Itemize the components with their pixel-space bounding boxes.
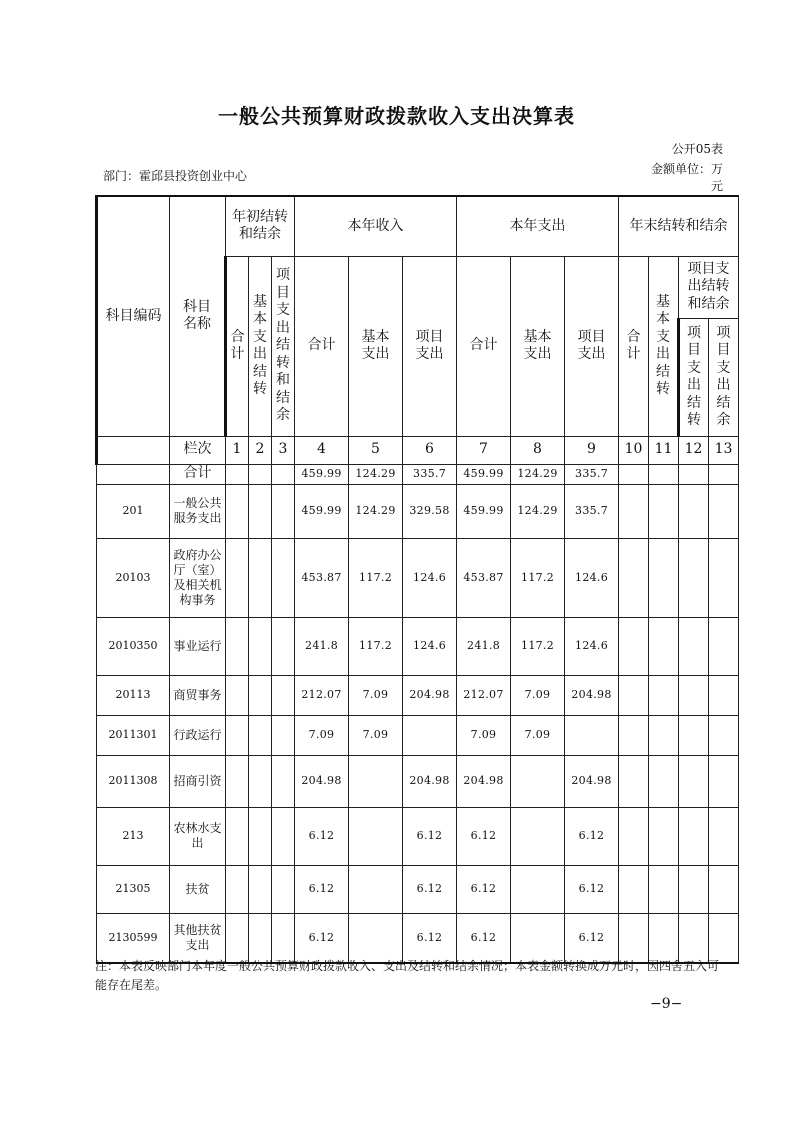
cell <box>226 755 249 807</box>
cell: 117.2 <box>511 538 565 617</box>
cell <box>679 913 709 963</box>
cell <box>709 484 739 538</box>
page-title: 一般公共预算财政拨款收入支出决算表 <box>218 104 575 128</box>
footnote: 注：本表反映部门本年度一般公共预算财政拨款收入、支出及结转和结余情况；本表金额转换成万元时，因四舍五入可能存在尾差。 <box>95 959 720 993</box>
row-code: 2011308 <box>97 755 170 807</box>
cell <box>619 538 649 617</box>
cell: 453.87 <box>295 538 349 617</box>
row-code: 2011301 <box>97 715 170 755</box>
data-rows <box>97 484 739 963</box>
cell <box>403 715 457 755</box>
table-row <box>97 484 739 538</box>
cell <box>511 865 565 913</box>
cell: 124.6 <box>565 617 619 675</box>
lanci-label: 栏次 <box>170 436 226 464</box>
cell: 6.12 <box>457 865 511 913</box>
table-row <box>97 675 739 715</box>
cell: 6.12 <box>403 913 457 963</box>
table-row <box>97 865 739 913</box>
cell <box>565 715 619 755</box>
cell: 212.07 <box>295 675 349 715</box>
cell <box>349 807 403 865</box>
row-code: 2010350 <box>97 617 170 675</box>
cell <box>679 617 709 675</box>
cell <box>709 755 739 807</box>
cell <box>226 807 249 865</box>
cell <box>511 807 565 865</box>
cell <box>649 755 679 807</box>
cell <box>349 913 403 963</box>
cell: 124.6 <box>403 538 457 617</box>
header-name: 科目名称 <box>170 196 226 436</box>
col-num: 8 <box>511 436 565 464</box>
cell <box>272 755 295 807</box>
cell: 7.09 <box>511 675 565 715</box>
cell <box>511 913 565 963</box>
cell: 7.09 <box>295 715 349 755</box>
cell: 453.87 <box>457 538 511 617</box>
cell <box>619 715 649 755</box>
cell: 335.7 <box>565 484 619 538</box>
cell: 7.09 <box>349 715 403 755</box>
cell <box>709 617 739 675</box>
header-begin-total: 合计 <box>226 256 249 436</box>
cell <box>226 675 249 715</box>
header-income-total: 合计 <box>295 256 349 436</box>
table-row <box>97 807 739 865</box>
cell <box>649 675 679 715</box>
cell: 335.7 <box>565 464 619 484</box>
cell <box>709 865 739 913</box>
cell: 335.7 <box>403 464 457 484</box>
cell: 204.98 <box>403 755 457 807</box>
cell <box>619 865 649 913</box>
cell <box>709 464 739 484</box>
row-name: 扶贫 <box>170 865 226 913</box>
cell <box>709 807 739 865</box>
row-name: 事业运行 <box>170 617 226 675</box>
row-name: 农林水支出 <box>170 807 226 865</box>
unit-label: 金额单位：万 <box>650 162 723 176</box>
header-end: 年末结转和结余 <box>619 196 739 256</box>
col-num: 1 <box>226 436 249 464</box>
col-num: 7 <box>457 436 511 464</box>
row-code: 213 <box>97 807 170 865</box>
header-begin: 年初结转和结余 <box>226 196 295 256</box>
col-num: 10 <box>619 436 649 464</box>
table-row <box>97 617 739 675</box>
cell <box>679 755 709 807</box>
row-name: 招商引资 <box>170 755 226 807</box>
col-num: 5 <box>349 436 403 464</box>
cell <box>226 484 249 538</box>
cell <box>272 464 295 484</box>
cell <box>679 675 709 715</box>
cell: 6.12 <box>457 913 511 963</box>
row-code: 2130599 <box>97 913 170 963</box>
row-name: 政府办公厅（室）及相关机构事务 <box>170 538 226 617</box>
cell <box>649 865 679 913</box>
col-num: 4 <box>295 436 349 464</box>
header-income-project: 项目支出 <box>403 256 457 436</box>
header-end-total: 合计 <box>619 256 649 436</box>
cell: 459.99 <box>295 484 349 538</box>
cell <box>619 913 649 963</box>
cell <box>226 538 249 617</box>
cell <box>511 755 565 807</box>
col-num: 9 <box>565 436 619 464</box>
cell <box>249 755 272 807</box>
cell <box>226 715 249 755</box>
cell <box>226 617 249 675</box>
cell: 212.07 <box>457 675 511 715</box>
cell: 204.98 <box>403 675 457 715</box>
cell <box>249 715 272 755</box>
cell: 7.09 <box>349 675 403 715</box>
cell: 6.12 <box>403 865 457 913</box>
cell: 7.09 <box>511 715 565 755</box>
cell <box>679 807 709 865</box>
total-label: 合计 <box>170 464 226 484</box>
lanci-blank <box>97 436 170 464</box>
cell <box>649 617 679 675</box>
cell <box>679 538 709 617</box>
row-name: 一般公共服务支出 <box>170 484 226 538</box>
cell <box>249 484 272 538</box>
row-name: 商贸事务 <box>170 675 226 715</box>
row-code: 20103 <box>97 538 170 617</box>
row-name: 其他扶贫支出 <box>170 913 226 963</box>
header-end-project: 项目支出结转和结余 <box>679 256 739 318</box>
cell: 329.58 <box>403 484 457 538</box>
col-num: 13 <box>709 436 739 464</box>
cell: 124.29 <box>511 484 565 538</box>
header-end-basic: 基本支出结转 <box>649 256 679 436</box>
cell: 124.6 <box>403 617 457 675</box>
col-num: 2 <box>249 436 272 464</box>
row-code: 201 <box>97 484 170 538</box>
header-expense: 本年支出 <box>457 196 619 256</box>
cell: 6.12 <box>403 807 457 865</box>
cell: 459.99 <box>457 464 511 484</box>
cell <box>649 807 679 865</box>
cell <box>619 484 649 538</box>
cell <box>679 484 709 538</box>
header-begin-basic: 基本支出结转 <box>249 256 272 436</box>
cell <box>249 807 272 865</box>
cell: 6.12 <box>565 913 619 963</box>
col-num: 3 <box>272 436 295 464</box>
header-code: 科目编码 <box>97 196 170 436</box>
cell: 124.29 <box>349 484 403 538</box>
cell: 7.09 <box>457 715 511 755</box>
cell: 117.2 <box>511 617 565 675</box>
cell: 204.98 <box>295 755 349 807</box>
header-expense-basic: 基本支出 <box>511 256 565 436</box>
cell <box>272 865 295 913</box>
cell <box>349 865 403 913</box>
cell <box>619 675 649 715</box>
cell <box>619 617 649 675</box>
cell: 124.6 <box>565 538 619 617</box>
unit-label-cont: 元 <box>710 179 723 193</box>
cell: 6.12 <box>457 807 511 865</box>
cell <box>679 464 709 484</box>
header-begin-project: 项目支出结转和结余 <box>272 256 295 436</box>
table-number: 公开05表 <box>671 142 723 156</box>
cell: 6.12 <box>295 807 349 865</box>
cell <box>709 538 739 617</box>
cell <box>709 715 739 755</box>
cell: 6.12 <box>565 807 619 865</box>
cell <box>272 484 295 538</box>
header-expense-project: 项目支出 <box>565 256 619 436</box>
cell: 124.29 <box>511 464 565 484</box>
header-end-project-balance: 项目支出结余 <box>709 318 739 436</box>
header-expense-total: 合计 <box>457 256 511 436</box>
table-row <box>97 715 739 755</box>
cell: 204.98 <box>457 755 511 807</box>
page-number: −9− <box>650 996 683 1012</box>
cell: 459.99 <box>295 464 349 484</box>
row-code: 20113 <box>97 675 170 715</box>
cell: 117.2 <box>349 617 403 675</box>
cell <box>709 913 739 963</box>
cell: 204.98 <box>565 675 619 715</box>
table-row <box>97 755 739 807</box>
cell <box>272 538 295 617</box>
cell <box>249 865 272 913</box>
cell <box>649 715 679 755</box>
cell <box>649 484 679 538</box>
cell <box>649 464 679 484</box>
cell <box>649 913 679 963</box>
cell <box>619 755 649 807</box>
cell <box>272 675 295 715</box>
cell <box>272 715 295 755</box>
total-code <box>97 464 170 484</box>
row-name: 行政运行 <box>170 715 226 755</box>
cell <box>679 715 709 755</box>
col-num: 12 <box>679 436 709 464</box>
cell <box>249 913 272 963</box>
cell <box>249 538 272 617</box>
total-row <box>97 464 739 484</box>
cell <box>619 464 649 484</box>
cell <box>649 538 679 617</box>
cell <box>272 617 295 675</box>
header-income: 本年收入 <box>295 196 457 256</box>
cell: 204.98 <box>565 755 619 807</box>
cell: 241.8 <box>457 617 511 675</box>
department-label: 部门：霍邱县投资创业中心 <box>103 169 248 183</box>
cell <box>249 617 272 675</box>
table-row <box>97 913 739 963</box>
cell <box>272 913 295 963</box>
cell <box>619 807 649 865</box>
cell <box>249 464 272 484</box>
cell <box>272 807 295 865</box>
cell <box>226 464 249 484</box>
cell <box>349 755 403 807</box>
col-num: 11 <box>649 436 679 464</box>
cell <box>226 865 249 913</box>
cell: 241.8 <box>295 617 349 675</box>
cell <box>679 865 709 913</box>
cell <box>226 913 249 963</box>
header-income-basic: 基本支出 <box>349 256 403 436</box>
cell: 6.12 <box>565 865 619 913</box>
cell: 124.29 <box>349 464 403 484</box>
cell: 117.2 <box>349 538 403 617</box>
cell: 6.12 <box>295 865 349 913</box>
cell <box>249 675 272 715</box>
cell: 6.12 <box>295 913 349 963</box>
table-row <box>97 538 739 617</box>
col-num: 6 <box>403 436 457 464</box>
cell: 459.99 <box>457 484 511 538</box>
row-code: 21305 <box>97 865 170 913</box>
budget-table <box>95 195 739 964</box>
header-end-project-carry: 项目支出结转 <box>679 318 709 436</box>
cell <box>709 675 739 715</box>
